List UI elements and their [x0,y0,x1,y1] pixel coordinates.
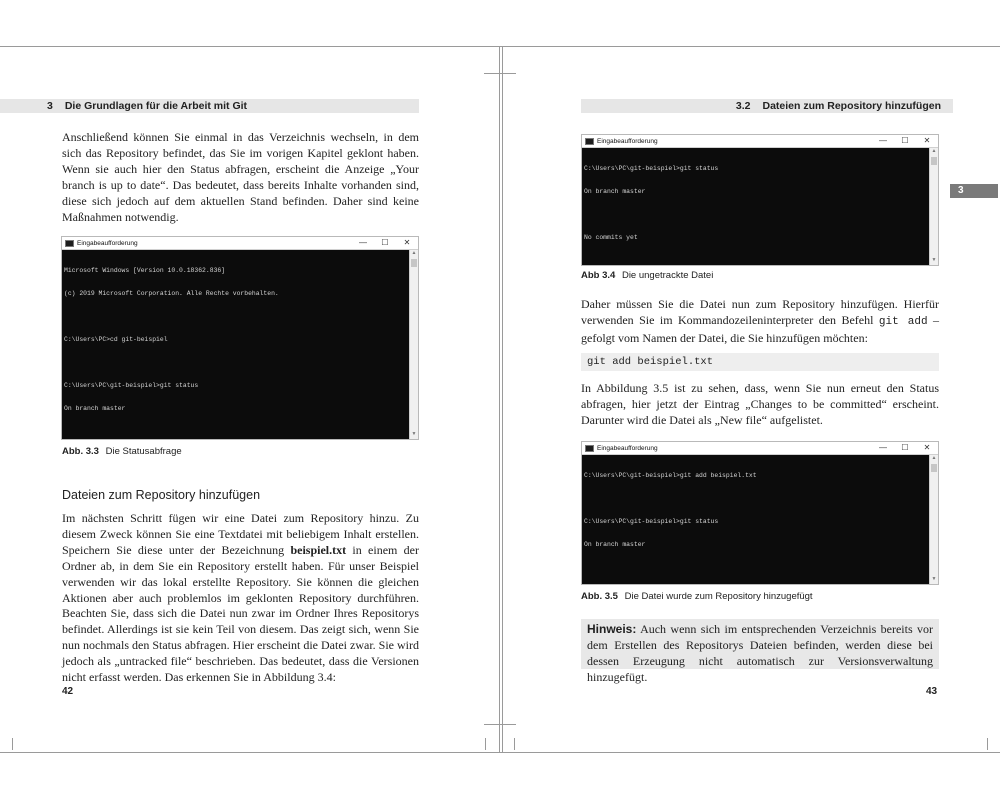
filename-bold: beispiel.txt [290,542,347,557]
console-line [584,495,928,503]
figure-label: Abb 3.4 [581,270,616,281]
console-line [64,428,408,436]
crop-mark [12,738,13,750]
crop-mark [514,738,515,750]
bottom-border-line [0,752,1000,753]
spine-line-left [499,46,500,753]
scroll-up-icon[interactable]: ▲ [931,456,937,461]
console-line: On branch master [64,405,126,413]
console-line [584,257,928,265]
console-scrollbar[interactable] [409,250,418,439]
body-paragraph [581,381,939,429]
console-line: C:\Users\PC\git-beispiel>git add beispiel.txt [584,472,757,480]
page-number-left: 42 [62,686,74,697]
body-text: – gefolgt vom Namen der Datei, die Sie hinzufügen möchten: [581,312,940,345]
top-border-line [0,46,1000,47]
scroll-up-icon[interactable]: ▲ [411,251,417,256]
figure-caption [581,591,813,602]
figure-caption [581,270,713,281]
console-line: C:\Users\PC>cd git-beispiel [64,336,168,344]
console-title: Eingabeaufforderung [77,239,138,247]
console-app-icon [585,138,594,145]
figure-caption-text: Die Statusabfrage [105,446,182,457]
hint-box [581,619,939,684]
console-line: Microsoft Windows [Version 10.0.18362.836] [64,267,226,275]
scroll-thumb[interactable] [411,259,417,267]
console-line [584,564,928,572]
console-line: On branch master [584,188,646,196]
crop-mark [484,724,516,725]
scroll-thumb[interactable] [931,157,937,165]
minimize-icon[interactable]: — [359,238,367,247]
figure-caption [62,446,182,457]
body-text: Daher müssen Sie die Datei nun zum Repository hinzufügen. Hierfür verwenden Sie im Kommandozeileninterpreter den Befehl [581,297,939,327]
maximize-icon[interactable]: ☐ [381,238,389,247]
maximize-icon[interactable]: ☐ [901,443,909,452]
body-text: in einem der Ordner ab, in dem Sie ein Repository erstellt haben. Für unser Beispiel verwenden wir das lokal erstellte Repository. Sie können die gleichen Aktionen aber auch problemlos im geklonten Repository durchführen. Beachten Sie, dass sich die Datei nun zwar im Ordner Ihres Repositorys befindet. Allerdings ist sie kein Teil von diesem. Das zeigt sich, wenn Sie nun nochmals den Status abfragen. Hier erscheint die Datei zwar. Sie wird jedoch als „untracked file“ beschrieben. Das bedeutet, dass die Versionen nicht erfasst werden. Das erkennen Sie in Abbildung 3.4: [62,542,420,685]
scroll-up-icon[interactable]: ▲ [931,149,937,154]
crop-mark [485,738,486,750]
console-line: C:\Users\PC\git-beispiel>git status [64,382,199,390]
page-number-right: 43 [926,686,938,697]
console-window [581,441,939,585]
chapter-thumb-tab: 3 [950,184,998,198]
console-output [62,250,410,439]
maximize-icon[interactable]: ☐ [901,136,909,145]
close-icon[interactable]: ✕ [403,238,411,247]
section-number: 3.2 [735,100,751,112]
body-text: In Abbildung 3.5 ist zu sehen, dass, wenn Sie nun erneut den Status abfragen, hier jetzt der Eintrag „Changes to be committed“ erscheint. Darunter wird die Datei als „New file“ aufgelistet. [581,381,939,427]
hint-text: Auch wenn sich im entsprechenden Verzeichnis bereits vor dem Erstellen des Repositorys Dateien befinden, werden diese bei dessen Erzeugung nicht automatisch zur Versionsverwaltung hinzugefügt. [587,622,933,684]
body-paragraph [62,511,419,686]
console-titlebar [62,237,418,250]
scroll-down-icon[interactable]: ▼ [411,432,417,437]
figure-caption-text: Die Datei wurde zum Repository hinzugefügt [624,591,813,602]
console-output [582,148,930,265]
console-titlebar [582,135,938,148]
crop-mark [484,73,516,74]
section-heading: Dateien zum Repository hinzufügen [62,488,261,502]
body-paragraph [581,297,939,347]
inline-code: git add [878,315,928,328]
console-line: (c) 2019 Microsoft Corporation. Alle Rechte vorbehalten. [64,290,279,298]
console-titlebar [582,442,938,455]
intro-paragraph [62,130,419,225]
scroll-thumb[interactable] [931,464,937,472]
figure-label: Abb. 3.3 [62,446,99,457]
minimize-icon[interactable]: — [879,136,887,145]
console-line: C:\Users\PC\git-beispiel>git status [584,165,719,173]
console-window [61,236,419,440]
figure-label: Abb. 3.5 [581,591,618,602]
running-header-right [581,99,953,113]
chapter-title: Die Grundlagen für die Arbeit mit Git [64,100,248,112]
console-app-icon [65,240,74,247]
console-title: Eingabeaufforderung [597,137,658,145]
console-line: On branch master [584,541,646,549]
console-line [584,211,928,219]
console-line [64,359,408,367]
intro-text: Anschließend können Sie einmal in das Verzeichnis wechseln, in dem sich das Repository befindet, das Sie im vorigen Kapitel geklont haben. Wenn sie auch hier den Status abfragen, erscheint die Anzeige „Your branch is up to date“. Das bedeutet, dass bereits Inhalte vorhanden sind, diese sich jedoch auf dem aktuellen Stand befinden. Daher sind keine Maßnahmen notwendig. [62,130,419,224]
console-app-icon [585,445,594,452]
spine-line-right [502,46,503,753]
console-line [64,313,408,321]
crop-mark [987,738,988,750]
console-scrollbar[interactable] [929,455,938,584]
scroll-down-icon[interactable]: ▼ [931,577,937,582]
body-text: Im nächsten Schritt fügen wir eine Datei zum Repository hinzu. Zu diesem Zweck können Sie eine Textdatei mit beliebigem Inhalt erstellen. Speichern Sie diese unter der Bezeichnung [62,511,419,557]
code-block: git add beispiel.txt [581,353,939,371]
console-line: No commits yet [584,234,638,242]
close-icon[interactable]: ✕ [923,443,931,452]
console-line: C:\Users\PC\git-beispiel>git status [584,518,719,526]
scroll-down-icon[interactable]: ▼ [931,258,937,263]
console-window [581,134,939,266]
chapter-number: 3 [47,100,53,112]
console-title: Eingabeaufforderung [597,444,658,452]
minimize-icon[interactable]: — [879,443,887,452]
console-scrollbar[interactable] [929,148,938,265]
hint-label: Hinweis: [587,622,637,636]
console-output [582,455,930,584]
figure-caption-text: Die ungetrackte Datei [621,270,714,281]
close-icon[interactable]: ✕ [923,136,931,145]
section-title: Dateien zum Repository hinzufügen [762,100,941,112]
running-header-left [0,99,419,113]
